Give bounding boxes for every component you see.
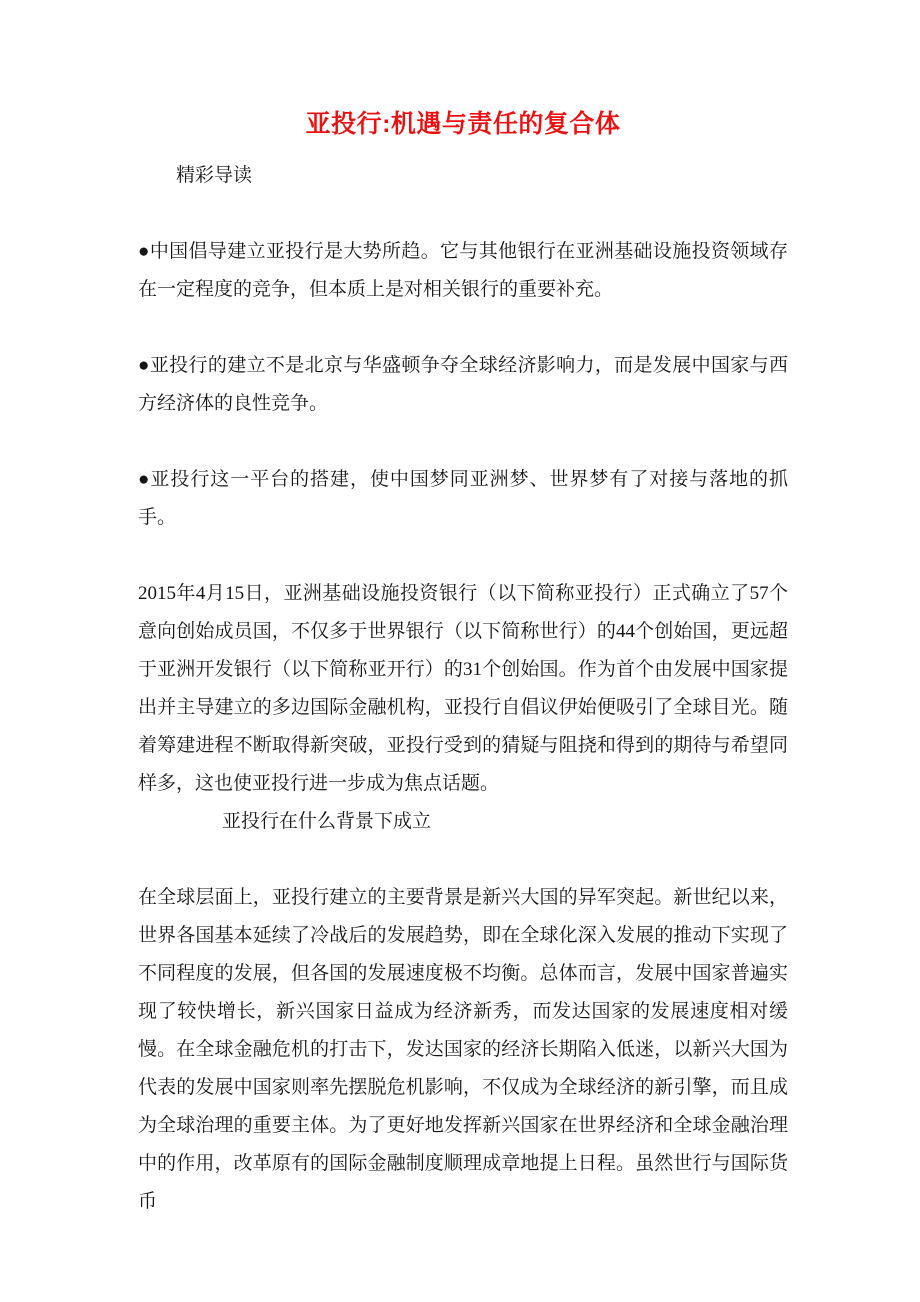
lead-bullet-2: ●亚投行的建立不是北京与华盛顿争夺全球经济影响力，而是发展中国家与西方经济体的良性竞争。 bbox=[138, 355, 788, 414]
body-paragraph: 在全球层面上，亚投行建立的主要背景是新兴大国的异军突起。新世纪以来，世界各国基本延续了冷战后的发展趋势，即在全球化深入发展的推动下实现了不同程度的发展，但各国的发展速度极不均衡。总体而言，发展中国家普遍实现了较快增长，新兴国家日益成为经济新秀，而发达国家的发展速度相对缓慢。在全球金融危机的打击下，发达国家的经济长期陷入低迷，以新兴大国为代表的发展中国家则率先摆脱危机影响，不仅成为全球经济的新引擎，而且成为全球治理的重要主体。为了更好地发挥新兴国家在世界经济和全球金融治理中的作用，改革原有的国际金融制度顺理成章地提上日程。虽然世行与国际货币 bbox=[138, 887, 788, 1212]
lead-label: 精彩导读 bbox=[176, 165, 253, 186]
lead-bullet-1: ●中国倡导建立亚投行是大势所趋。它与其他银行在亚洲基础设施投资领域存在一定程度的竞争，但本质上是对相关银行的重要补充。 bbox=[138, 241, 788, 300]
intro-paragraph: 2015年4月15日，亚洲基础设施投资银行（以下简称亚投行）正式确立了57个意向创始成员国，不仅多于世界银行（以下简称世行）的44个创始国，更远超于亚洲开发银行（以下简称亚开行）的31个创始国。作为首个由发展中国家提出并主导建立的多边国际金融机构，亚投行自倡议伊始便吸引了全球目光。随着筹建进程不断取得新突破，亚投行受到的猜疑与阻挠和得到的期待与希望同样多，这也使亚投行进一步成为焦点话题。 bbox=[138, 583, 788, 794]
document-title: 亚投行:机遇与责任的复合体 bbox=[305, 110, 621, 138]
section-heading: 亚投行在什么背景下成立 bbox=[222, 811, 432, 832]
lead-bullet-3: ●亚投行这一平台的搭建，使中国梦同亚洲梦、世界梦有了对接与落地的抓手。 bbox=[138, 469, 788, 528]
